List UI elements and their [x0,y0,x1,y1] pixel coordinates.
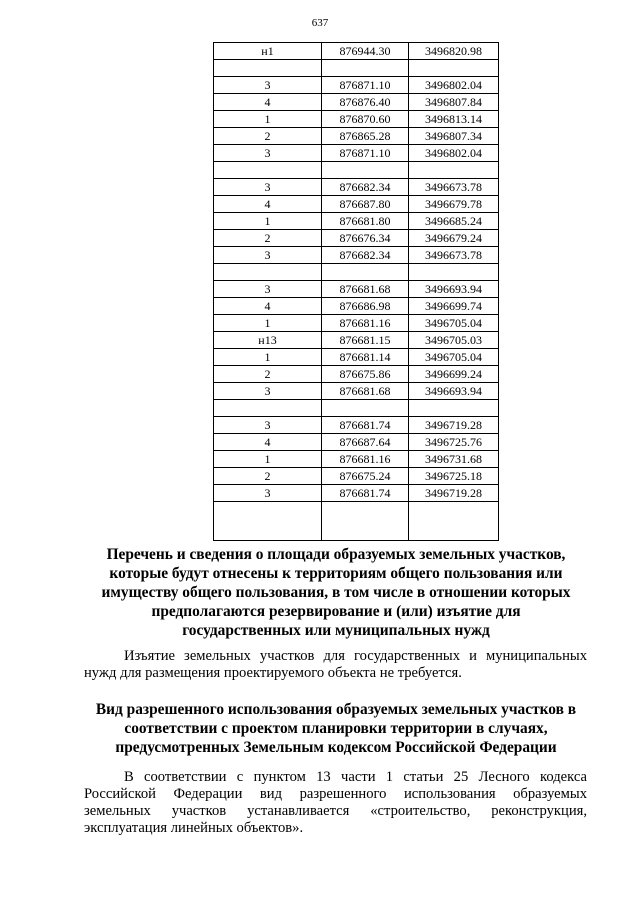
point-number-cell: н1 [214,43,322,60]
x-coordinate-cell: 876944.30 [322,43,409,60]
x-coordinate-cell: 876681.68 [322,281,409,298]
x-coordinate-cell: 876686.98 [322,298,409,315]
x-coordinate-cell [322,60,409,77]
table-row [214,264,499,281]
table-row [214,468,499,485]
point-number-cell [214,400,322,417]
y-coordinate-cell: 3496705.04 [409,349,499,366]
y-coordinate-cell: 3496673.78 [409,179,499,196]
point-number-cell: 2 [214,128,322,145]
table-row [214,43,499,60]
y-coordinate-cell: 3496719.28 [409,417,499,434]
y-coordinate-cell [409,60,499,77]
coordinates-table [213,42,499,541]
y-coordinate-cell: 3496699.24 [409,366,499,383]
x-coordinate-cell: 876675.24 [322,468,409,485]
point-number-cell: 3 [214,145,322,162]
y-coordinate-cell: 3496693.94 [409,383,499,400]
table-row [214,196,499,213]
point-number-cell: 3 [214,383,322,400]
table-row [214,298,499,315]
point-number-cell: 3 [214,485,322,502]
point-number-cell: 3 [214,417,322,434]
x-coordinate-cell: 876681.16 [322,315,409,332]
heading-line: соответствии с проектом планировки территории в случаях, [124,720,548,737]
point-number-cell: 1 [214,111,322,128]
x-coordinate-cell: 876870.60 [322,111,409,128]
table-row [214,60,499,77]
y-coordinate-cell: 3496807.34 [409,128,499,145]
heading-line: Перечень и сведения о площади образуемых земельных участков, [106,546,566,563]
table-row [214,502,499,541]
y-coordinate-cell [409,400,499,417]
point-number-cell: 2 [214,230,322,247]
paragraph-line: Российской Федерации вид разрешенного использования образуемых [84,786,587,802]
point-number-cell: 1 [214,213,322,230]
y-coordinate-cell: 3496820.98 [409,43,499,60]
x-coordinate-cell [322,502,409,541]
heading-line: Вид разрешенного использования образуемых земельных участков в [95,701,577,718]
y-coordinate-cell: 3496802.04 [409,145,499,162]
table-row [214,485,499,502]
x-coordinate-cell [322,162,409,179]
paragraph-line: нужд для размещения проектируемого объекта не требуется. [84,665,462,681]
section-heading-permitted-use [80,700,592,757]
paragraph-permitted-use [84,769,587,837]
x-coordinate-cell: 876682.34 [322,247,409,264]
point-number-cell: 1 [214,315,322,332]
paragraph-line: Изъятие земельных участков для государственных и муниципальных [124,648,587,664]
x-coordinate-cell: 876871.10 [322,145,409,162]
y-coordinate-cell: 3496673.78 [409,247,499,264]
paragraph-seizure-not-required [84,648,587,682]
point-number-cell [214,502,322,541]
y-coordinate-cell: 3496725.18 [409,468,499,485]
x-coordinate-cell: 876687.64 [322,434,409,451]
y-coordinate-cell: 3496813.14 [409,111,499,128]
table-row [214,128,499,145]
page-number: 637 [311,17,329,29]
paragraph-line: эксплуатация линейных объектов». [84,820,304,836]
table-row [214,383,499,400]
heading-line: предусмотренных Земельным кодексом Российской Федерации [115,739,557,756]
point-number-cell: н13 [214,332,322,349]
table-row [214,247,499,264]
table-row [214,349,499,366]
table-row [214,145,499,162]
x-coordinate-cell: 876676.34 [322,230,409,247]
x-coordinate-cell: 876681.16 [322,451,409,468]
paragraph-line: земельных участков устанавливается «строительство, реконструкция, [84,803,587,819]
table-row [214,281,499,298]
heading-line: имуществу общего пользования, в том числе в отношении которых [101,584,571,601]
x-coordinate-cell: 876681.15 [322,332,409,349]
y-coordinate-cell: 3496802.04 [409,77,499,94]
table-row [214,179,499,196]
y-coordinate-cell [409,162,499,179]
y-coordinate-cell: 3496685.24 [409,213,499,230]
point-number-cell [214,162,322,179]
table-row [214,315,499,332]
y-coordinate-cell: 3496731.68 [409,451,499,468]
x-coordinate-cell [322,400,409,417]
y-coordinate-cell: 3496725.76 [409,434,499,451]
x-coordinate-cell: 876871.10 [322,77,409,94]
x-coordinate-cell: 876681.74 [322,485,409,502]
y-coordinate-cell: 3496807.84 [409,94,499,111]
table-row [214,213,499,230]
section-heading-public-use-plots [80,545,592,640]
point-number-cell: 2 [214,468,322,485]
table-row [214,400,499,417]
point-number-cell: 4 [214,298,322,315]
y-coordinate-cell [409,502,499,541]
point-number-cell: 3 [214,281,322,298]
heading-line: государственных или муниципальных нужд [182,622,490,639]
x-coordinate-cell: 876682.34 [322,179,409,196]
x-coordinate-cell: 876865.28 [322,128,409,145]
point-number-cell: 1 [214,349,322,366]
table-row [214,94,499,111]
table-row [214,230,499,247]
point-number-cell: 3 [214,247,322,264]
table-row [214,162,499,179]
x-coordinate-cell: 876687.80 [322,196,409,213]
point-number-cell: 4 [214,94,322,111]
x-coordinate-cell [322,264,409,281]
x-coordinate-cell: 876681.14 [322,349,409,366]
y-coordinate-cell [409,264,499,281]
heading-line: предполагаются резервирование и (или) изъятие для [151,603,521,620]
heading-line: которые будут отнесены к территориям общего пользования или [109,565,563,582]
table-row [214,434,499,451]
table-row [214,332,499,349]
table-row [214,451,499,468]
x-coordinate-cell: 876681.74 [322,417,409,434]
table-row [214,366,499,383]
y-coordinate-cell: 3496693.94 [409,281,499,298]
point-number-cell: 3 [214,77,322,94]
y-coordinate-cell: 3496699.74 [409,298,499,315]
x-coordinate-cell: 876675.86 [322,366,409,383]
point-number-cell: 4 [214,196,322,213]
y-coordinate-cell: 3496679.24 [409,230,499,247]
point-number-cell: 2 [214,366,322,383]
point-number-cell: 4 [214,434,322,451]
table-row [214,77,499,94]
point-number-cell: 3 [214,179,322,196]
y-coordinate-cell: 3496679.78 [409,196,499,213]
x-coordinate-cell: 876681.68 [322,383,409,400]
table-row [214,417,499,434]
y-coordinate-cell: 3496705.04 [409,315,499,332]
point-number-cell [214,60,322,77]
paragraph-line: В соответствии с пунктом 13 части 1 статьи 25 Лесного кодекса [124,769,587,785]
x-coordinate-cell: 876681.80 [322,213,409,230]
y-coordinate-cell: 3496719.28 [409,485,499,502]
x-coordinate-cell: 876876.40 [322,94,409,111]
point-number-cell: 1 [214,451,322,468]
y-coordinate-cell: 3496705.03 [409,332,499,349]
point-number-cell [214,264,322,281]
table-row [214,111,499,128]
